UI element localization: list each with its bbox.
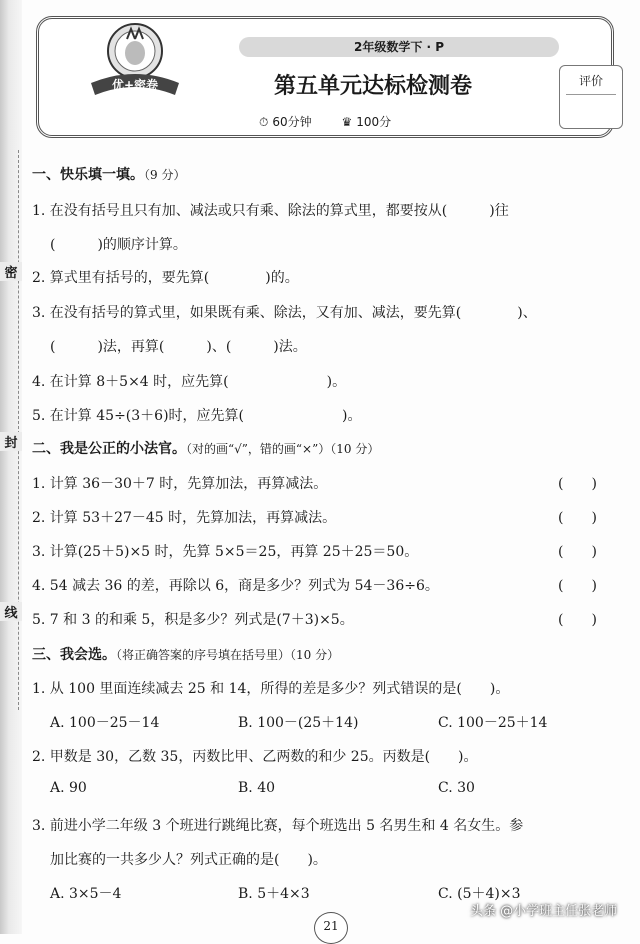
seal-char-xian: 线 bbox=[0, 602, 22, 621]
judge-q4-answer: ( ) bbox=[558, 578, 597, 594]
watermark: 头条 @小学班主任张老师 bbox=[470, 904, 618, 919]
choose-q2-option-a: A. 90 bbox=[50, 780, 87, 796]
choose-q1-option-c: C. 100－25＋14 bbox=[438, 715, 548, 731]
seal-dashed-line bbox=[18, 150, 19, 710]
judge-q2-answer: ( ) bbox=[558, 510, 597, 526]
rating-divider bbox=[566, 94, 616, 95]
choose-q2: 2. 甲数是 30，乙数 35，丙数比甲、乙两数的和少 25。丙数是( )。 bbox=[32, 749, 478, 765]
fill-q3-line1: 3. 在没有括号的算式里，如果既有乘、除法，又有加、减法，要先算( )、 bbox=[32, 305, 537, 321]
choose-q3-option-b: B. 5＋4×3 bbox=[238, 886, 310, 902]
fill-q4: 4. 在计算 8＋5×4 时，应先算( )。 bbox=[32, 374, 347, 390]
exam-meta bbox=[259, 113, 417, 130]
judge-q5-answer: ( ) bbox=[558, 612, 597, 628]
choose-q2-option-b: B. 40 bbox=[238, 780, 276, 796]
choose-q1-option-b: B. 100－(25＋14) bbox=[238, 715, 359, 731]
section-3-heading: 三、我会选。（将正确答案的序号填在括号里）（10 分） bbox=[32, 647, 340, 663]
fill-q3-line2: ( )法，再算( )、( )法。 bbox=[50, 339, 307, 355]
fill-q2: 2. 算式里有括号的，要先算( )的。 bbox=[32, 270, 299, 286]
seal-char-mi: 密 bbox=[0, 262, 22, 281]
page-title: 第五单元达标检测卷 bbox=[273, 74, 472, 99]
crown-icon: ♛ bbox=[341, 115, 353, 129]
section-1-heading: 一、快乐填一填。（9 分） bbox=[32, 167, 186, 183]
header-box bbox=[36, 16, 614, 138]
choose-q3-line2: 加比赛的一共多少人？列式正确的是( )。 bbox=[50, 852, 327, 868]
choose-q2-option-c: C. 30 bbox=[438, 780, 475, 796]
grade-bar: 2年级数学下 · P bbox=[239, 37, 559, 57]
rating-box bbox=[559, 65, 623, 129]
page-number: 21 bbox=[314, 912, 348, 944]
judge-q2: 2. 计算 53＋27－45 时，先算加法，再算减法。 bbox=[32, 510, 337, 526]
time-limit: 60分钟 bbox=[272, 115, 312, 129]
choose-q3-option-c: C. (5＋4)×3 bbox=[438, 886, 521, 902]
fill-q1-line1: 1. 在没有括号且只有加、减法或只有乘、除法的算式里，都要按从( )往 bbox=[32, 203, 509, 219]
fill-q5: 5. 在计算 45÷(3＋6)时，应先算( )。 bbox=[32, 408, 362, 424]
fill-q1-line2: ( )的顺序计算。 bbox=[50, 237, 187, 253]
judge-q1-answer: ( ) bbox=[558, 476, 597, 492]
judge-q4: 4. 54 减去 36 的差，再除以 6，商是多少？列式为 54－36÷6。 bbox=[32, 578, 439, 594]
judge-q1: 1. 计算 36－30＋7 时，先算加法，再算减法。 bbox=[32, 476, 328, 492]
choose-q3-line1: 3. 前进小学二年级 3 个班进行跳绳比赛，每个班选出 5 名男生和 4 名女生。参 bbox=[32, 818, 524, 834]
logo bbox=[83, 21, 183, 97]
choose-q3-option-a: A. 3×5－4 bbox=[50, 886, 122, 902]
judge-q3: 3. 计算(25＋5)×5 时，先算 5×5＝25，再算 25＋25＝50。 bbox=[32, 544, 419, 560]
judge-q5: 5. 7 和 3 的和乘 5，积是多少？列式是(7＋3)×5。 bbox=[32, 612, 354, 628]
clock-icon: ⏱ bbox=[259, 115, 269, 129]
logo-text: 优+密卷 bbox=[111, 78, 159, 92]
choose-q1: 1. 从 100 里面连续减去 25 和 14，所得的差是多少？列式错误的是( )。 bbox=[32, 681, 510, 697]
seal-char-feng: 封 bbox=[0, 432, 22, 451]
rating-label: 评价 bbox=[578, 74, 603, 88]
choose-q1-option-a: A. 100－25－14 bbox=[50, 715, 160, 731]
total-score: 100分 bbox=[356, 115, 392, 129]
judge-q3-answer: ( ) bbox=[558, 544, 597, 560]
section-2-heading: 二、我是公正的小法官。（对的画“√”，错的画“×”）（10 分） bbox=[32, 441, 380, 457]
